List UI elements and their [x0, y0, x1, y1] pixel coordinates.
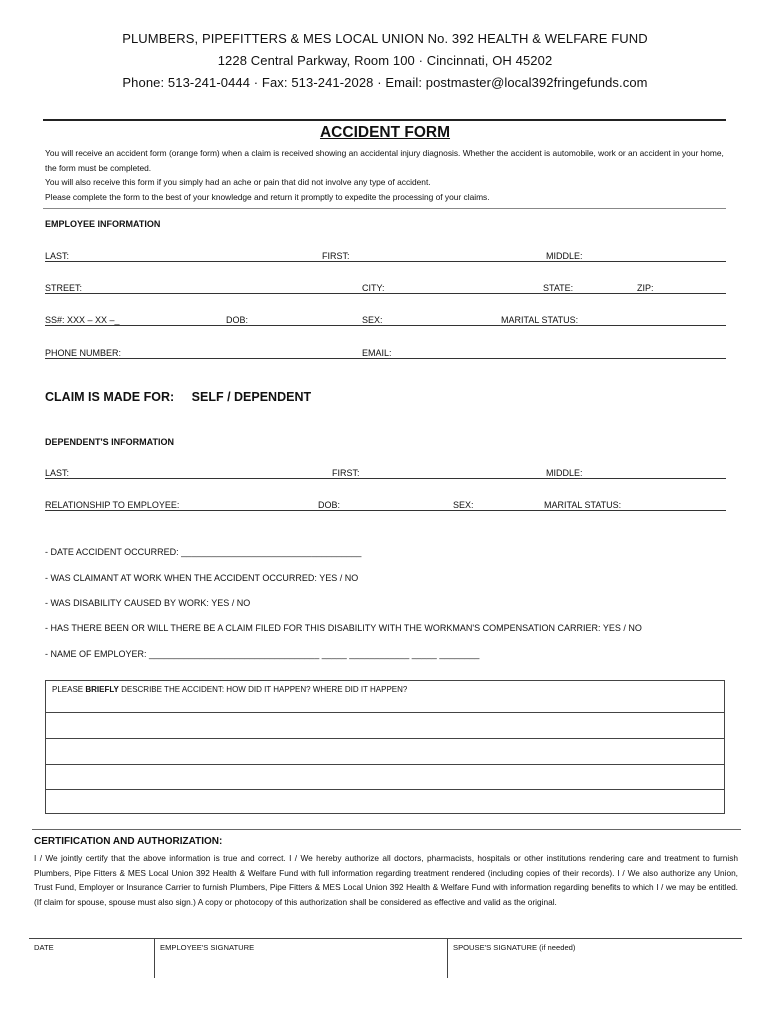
spouse-signature-cell[interactable]	[448, 938, 742, 978]
dep-marital-label: MARITAL STATUS:	[544, 500, 622, 510]
question-workmans-comp[interactable]: - HAS THERE BEEN OR WILL THERE BE A CLAIM FILED FOR THIS DISABILITY WITH THE WORKMAN'S COMPENSATION CARRIER: YES / NO	[45, 623, 642, 633]
org-name: PLUMBERS, PIPEFITTERS & MES LOCAL UNION No. 392 HEALTH & WELFARE FUND	[122, 31, 648, 46]
claim-made-for	[45, 390, 311, 404]
emp-phone-label: PHONE NUMBER:	[45, 348, 122, 358]
form-title: ACCIDENT FORM	[319, 124, 451, 141]
accident-description-box[interactable]	[45, 680, 725, 814]
emp-contact-field[interactable]	[45, 358, 726, 359]
dep-details-field[interactable]	[45, 510, 726, 511]
dep-middle-label: MIDDLE:	[546, 468, 583, 478]
date-signature-cell[interactable]	[29, 938, 154, 978]
claim-label: CLAIM IS MADE FOR:	[45, 390, 175, 404]
emp-marital-label: MARITAL STATUS:	[501, 315, 579, 325]
employee-signature-label: EMPLOYEE'S SIGNATURE	[160, 943, 255, 952]
description-line	[46, 789, 724, 790]
org-contact: Phone: 513-241-0444 · Fax: 513-241-2028 · Email: postmaster@local392fringefunds.com	[122, 75, 648, 90]
intro-text	[45, 146, 730, 204]
dep-last-label: LAST:	[45, 468, 70, 478]
intro-divider	[43, 208, 726, 209]
emp-sex-label: SEX:	[362, 315, 383, 325]
emp-street-label: STREET:	[45, 283, 83, 293]
emp-email-label: EMAIL:	[362, 348, 392, 358]
emp-ssn-label: SS#: XXX – XX –_	[45, 315, 120, 325]
emp-first-label: FIRST:	[322, 251, 350, 261]
certification-heading: CERTIFICATION AND AUTHORIZATION:	[34, 836, 223, 847]
question-caused-by-work[interactable]: - WAS DISABILITY CAUSED BY WORK: YES / NO	[45, 598, 251, 608]
dep-relationship-label: RELATIONSHIP TO EMPLOYEE:	[45, 500, 180, 510]
emp-middle-label: MIDDLE:	[546, 251, 583, 261]
date-label: DATE	[34, 943, 54, 952]
intro-line-3: Please complete the form to the best of your knowledge and return it promptly to expedite the processing of your claims.	[45, 191, 490, 202]
description-line	[46, 712, 724, 713]
dep-first-label: FIRST:	[332, 468, 360, 478]
emp-zip-label: ZIP:	[637, 283, 654, 293]
dep-dob-label: DOB:	[318, 500, 341, 510]
dep-sex-label: SEX:	[453, 500, 474, 510]
emp-dob-label: DOB:	[226, 315, 249, 325]
description-line	[46, 738, 724, 739]
org-address: 1228 Central Parkway, Room 100 · Cincinnati, OH 45202	[217, 53, 553, 68]
header-divider	[43, 119, 726, 121]
intro-line-2: You will also receive this form if you simply had an ache or pain that did not involve any type of accident.	[45, 177, 431, 187]
dep-name-field[interactable]	[45, 478, 726, 479]
emp-city-label: CITY:	[362, 283, 385, 293]
spouse-signature-label: SPOUSE'S SIGNATURE (if needed)	[453, 943, 576, 952]
intro-line-1: You will receive an accident form (orange form) when a claim is received showing an accidental injury diagnosis. Whether the accident is automobile, work or an accident in your home, the form must be completed.	[45, 148, 724, 173]
emp-address-field[interactable]	[45, 293, 726, 294]
employee-info-heading: EMPLOYEE INFORMATION	[45, 219, 161, 229]
description-prompt: PLEASE BRIEFLY DESCRIBE THE ACCIDENT: HOW DID IT HAPPEN? WHERE DID IT HAPPEN?	[52, 685, 408, 694]
description-line	[46, 764, 724, 765]
emp-name-field[interactable]	[45, 261, 726, 262]
certification-divider	[32, 829, 741, 830]
question-date-occurred[interactable]: - DATE ACCIDENT OCCURRED: ____________________________________	[45, 547, 362, 557]
emp-state-label: STATE:	[543, 283, 574, 293]
employee-signature-cell[interactable]	[154, 938, 448, 978]
dependent-info-heading: DEPENDENT'S INFORMATION	[45, 437, 174, 447]
emp-last-label: LAST:	[45, 251, 70, 261]
certification-text: I / We jointly certify that the above information is true and correct. I / We hereby authorize all doctors, pharmacists, hospitals or other institutions rendering care and treatment to furnish Plumbers, Pipe Fitters & MES Local Union 392 Health & Welfare Fund with full information regarding treatment rendered (including copies of their records). I / We also authorize any Union, Trust Fund, Employer or Insurance Carrier to furnish Plumbers, Pipe Fitters & MES Local Union 392 Health & Welfare Fund with information regarding benefits to which I / we may be entitled. (If claim for spouse, spouse must also sign.) A copy or photocopy of this authorization shall be considered as effective and valid as the original.	[34, 853, 738, 907]
claim-options[interactable]: SELF / DEPENDENT	[191, 390, 312, 404]
question-employer-name[interactable]: - NAME OF EMPLOYER: __________________________________ _____ ____________ _____ ________	[45, 649, 480, 659]
emp-personal-field[interactable]	[45, 325, 726, 326]
question-at-work[interactable]: - WAS CLAIMANT AT WORK WHEN THE ACCIDENT OCCURRED: YES / NO	[45, 573, 359, 583]
